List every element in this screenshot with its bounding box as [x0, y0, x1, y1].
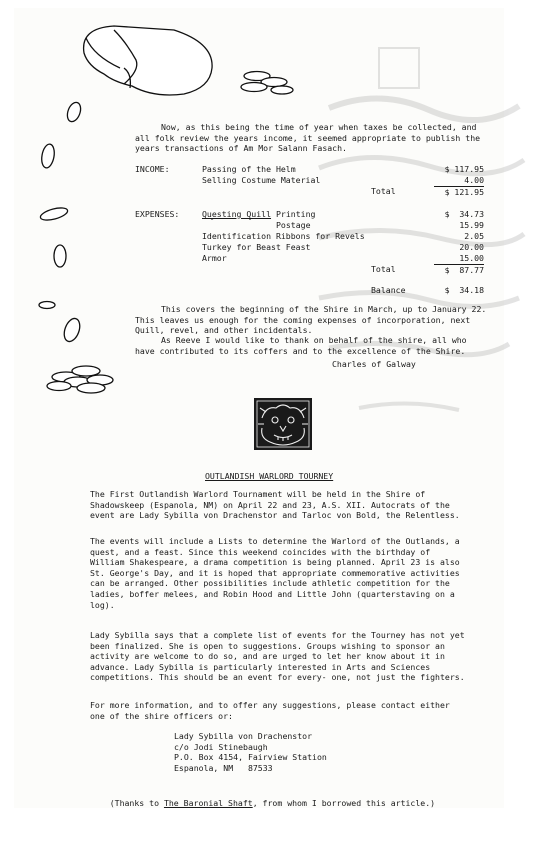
income-item-1: Passing of the Helm — [202, 164, 296, 174]
income-label: INCOME: — [135, 164, 170, 174]
expense-item-3: Identification Ribbons for Revels — [202, 231, 365, 241]
expenses-label: EXPENSES: — [135, 209, 180, 219]
address-line: c/o Jodi Stinebaugh — [174, 741, 268, 752]
tourney-title: OUTLANDISH WARLORD TOURNEY — [205, 471, 334, 481]
questing-quill-label: Questing Quill — [202, 209, 272, 219]
ditto-marks: " " — [210, 217, 253, 225]
expense-amount-5: 15.00 — [459, 253, 484, 263]
expense-amount-3: 2.05 — [464, 231, 484, 241]
lion-head-woodcut-icon — [254, 398, 312, 450]
intro-paragraph: Now, as this being the time of year when taxes be collected, and all folk review the years income, it seemed appropriate to publish the years transactions of Am Mor Salann Fasach. — [135, 122, 481, 154]
expenses-total: $ 87.77 — [434, 264, 484, 276]
closing-paragraph-2: As Reeve I would like to thank on behalf of the shire, all who have contributed to its coffers and to the excellence of the Shire. — [135, 335, 467, 356]
expenses-total-label: Total — [371, 264, 396, 274]
address-line: Espanola, NM 87533 — [174, 762, 273, 773]
thanks-line — [90, 787, 435, 819]
expense-amount-4: 20.00 — [459, 242, 484, 252]
document-page — [14, 8, 504, 808]
expense-amount-2: 15.99 — [459, 220, 484, 230]
signature: Charles of Galway — [332, 359, 416, 369]
thanks-suffix: , from whom I borrowed this article.) — [252, 797, 436, 808]
tourney-paragraph-4: For more information, and to offer any suggestions, please contact either one of the shire officers or: — [90, 700, 450, 721]
tourney-paragraph-2: The events will include a Lists to determine the Warlord of the Outlands, a quest, and a feast. Since this weekend coincides with the birthday of William Shakespeare, a drama competition is being planned. April 23 is also St. George's Day, and it is hoped that appropriate commemorative activities can be arranged. Other possibilities include athletic competition for the ladies, boffer melees, and Robin Hood and Little John (quarterstaving on a log). — [90, 536, 460, 610]
tourney-paragraph-1: The First Outlandish Warlord Tournament will be held in the Shire of Shadowskeep (Espanola, NM) on April 22 and 23, A.S. XII. Autocrats of the event are Lady Sybilla von Drachenstor and Tarloc von Bold, the Relentless. — [90, 489, 460, 521]
balance-label: Balance — [371, 285, 406, 295]
thanks-prefix: (Thanks to — [109, 797, 164, 808]
expense-item-5: Armor — [202, 253, 227, 263]
income-item-2: Selling Costume Material — [202, 175, 321, 185]
closing-paragraph-1: This covers the beginning of the Shire in March, up to January 22. This leaves us enough for the coming expenses of incorporation, next Quill, revel, and other incidentals. — [135, 304, 487, 336]
expense-item-2: Postage — [276, 220, 311, 230]
tourney-paragraph-3: Lady Sybilla says that a complete list of events for the Tourney has not yet been finalized. She is open to suggestions. Groups wishing to sponsor an activity are welcome to do so, and are urged to let her know about it in advance. Lady Sybilla is particularly interested in Arts and Sciences competitions. This should be an event for every- one, not just the fighters. — [90, 630, 465, 683]
coin-purse-icon — [84, 26, 213, 95]
expense-item-4: Turkey for Beast Feast — [202, 242, 311, 252]
address-line: P.O. Box 4154, Fairview Station — [174, 752, 327, 762]
income-total: $ 121.95 — [434, 186, 484, 198]
address-line: Lady Sybilla von Drachenstor — [174, 731, 313, 741]
expense-amount-1: $ 34.73 — [444, 209, 484, 219]
thanks-source: The Baronial Shaft — [163, 797, 253, 808]
income-amount-1: $ 117.95 — [444, 164, 484, 174]
address-block — [174, 731, 327, 773]
balance-amount: $ 34.18 — [444, 285, 484, 295]
income-amount-2: 4.00 — [464, 175, 484, 185]
expense-item-1: Printing — [276, 209, 316, 219]
income-total-label: Total — [371, 186, 396, 196]
